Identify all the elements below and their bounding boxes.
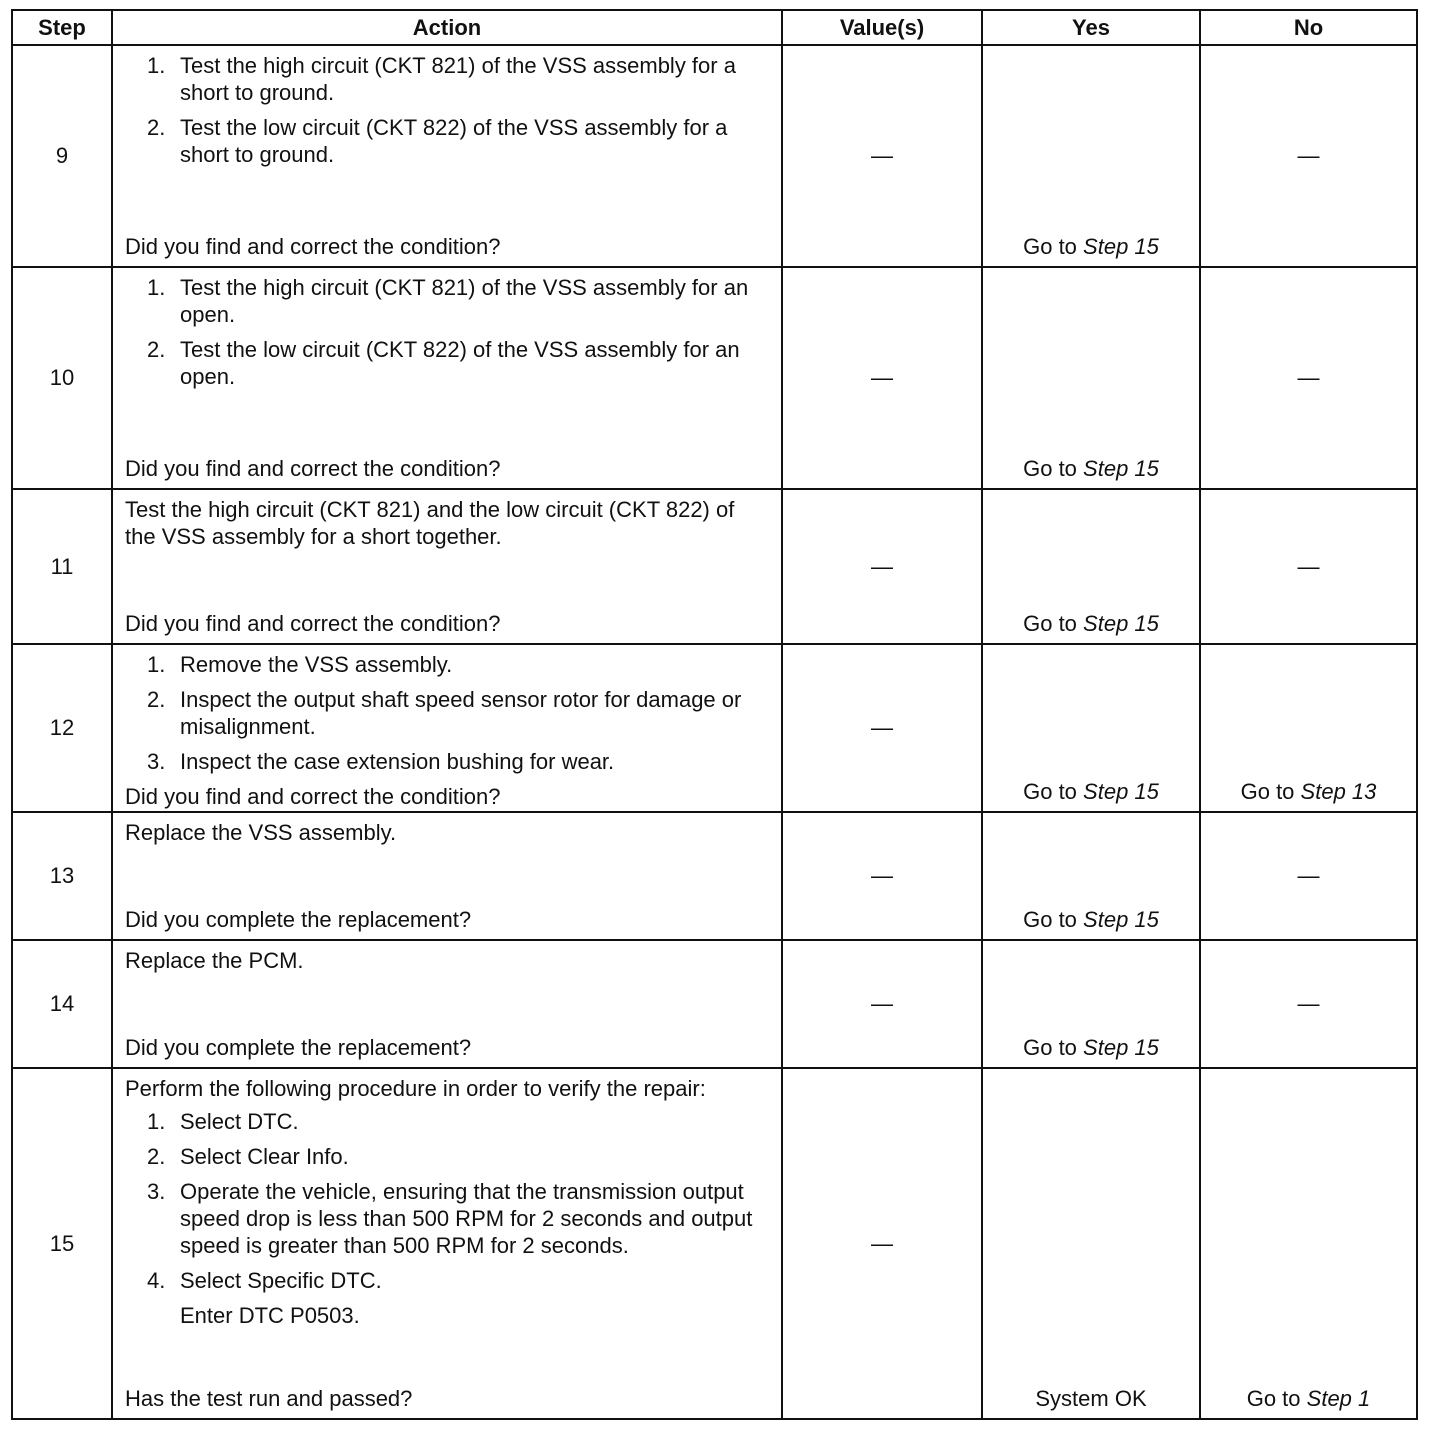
yes-text: Go to	[1023, 456, 1077, 481]
no-cell	[1200, 267, 1417, 489]
table-row	[12, 267, 1417, 489]
yes-text: Go to	[1023, 611, 1077, 636]
list-item	[125, 336, 771, 390]
yes-text: System OK	[1035, 1386, 1147, 1411]
step-number: 15	[12, 1068, 112, 1419]
list-item	[125, 1178, 771, 1259]
list-item	[125, 274, 771, 328]
yes-text: Go to	[1023, 907, 1077, 932]
table-row	[12, 45, 1417, 267]
list-item-text: Test the low circuit (CKT 822) of the VSS assembly for a short to ground.	[180, 115, 728, 167]
no-text: Go to	[1246, 1386, 1301, 1411]
no-cell	[1200, 940, 1417, 1068]
step-number: 13	[12, 812, 112, 940]
list-item	[125, 1143, 771, 1170]
list-item-text: Inspect the output shaft speed sensor rotor for damage or misalignment.	[180, 687, 742, 739]
list-item-text: Select Clear Info.	[180, 1144, 349, 1169]
action-step-list	[125, 1108, 771, 1302]
step-number: 12	[12, 644, 112, 812]
action-cell	[112, 1068, 782, 1419]
yes-step-link: Step 15	[1083, 456, 1159, 481]
no-cell	[1200, 45, 1417, 267]
action-cell	[112, 489, 782, 644]
no-dash: —	[1297, 365, 1320, 390]
header-no: No	[1200, 10, 1417, 45]
action-step-list	[125, 52, 771, 176]
list-item	[125, 748, 771, 775]
table-row	[12, 940, 1417, 1068]
value-cell: —	[782, 489, 982, 644]
list-item-number: 1.	[147, 53, 166, 78]
step-number: 10	[12, 267, 112, 489]
yes-text: Go to	[1023, 1035, 1077, 1060]
action-question: Did you complete the replacement?	[125, 907, 472, 932]
list-item-number: 1.	[147, 275, 166, 300]
no-step-link: Step 13	[1300, 779, 1377, 804]
table-row	[12, 1068, 1417, 1419]
no-step-link: Step 1	[1306, 1386, 1371, 1411]
value-cell: —	[782, 940, 982, 1068]
action-question: Did you find and correct the condition?	[125, 611, 501, 636]
no-dash: —	[1297, 143, 1320, 168]
yes-cell	[982, 489, 1200, 644]
list-item	[125, 686, 771, 740]
yes-cell	[982, 644, 1200, 812]
action-question: Did you complete the replacement?	[125, 1035, 472, 1060]
action-cell	[112, 644, 782, 812]
header-yes: Yes	[982, 10, 1200, 45]
step-number: 14	[12, 940, 112, 1068]
yes-step-link: Step 15	[1083, 234, 1159, 259]
action-instruction: Replace the PCM.	[125, 948, 304, 973]
action-question: Did you find and correct the condition?	[125, 784, 501, 809]
diagnostic-table	[11, 9, 1418, 1420]
action-cell	[112, 940, 782, 1068]
no-cell	[1200, 489, 1417, 644]
no-cell	[1200, 644, 1417, 812]
list-item	[125, 651, 771, 678]
no-dash: —	[1297, 553, 1320, 579]
action-step-list	[125, 651, 771, 783]
list-item-number: 3.	[147, 1179, 166, 1204]
list-item-number: 2.	[147, 337, 166, 362]
list-item-text: Test the high circuit (CKT 821) of the VSS assembly for a short to ground.	[180, 53, 736, 105]
yes-cell	[982, 1068, 1200, 1419]
list-item	[125, 1267, 771, 1294]
list-item-number: 2.	[147, 687, 166, 712]
value-cell: —	[782, 45, 982, 267]
no-cell	[1200, 1068, 1417, 1419]
no-dash: —	[1297, 991, 1320, 1016]
list-item-text: Select Specific DTC.	[180, 1268, 382, 1293]
yes-text: Go to	[1023, 779, 1077, 804]
list-item-number: 1.	[147, 652, 166, 677]
list-item-text: Test the high circuit (CKT 821) of the VSS assembly for an open.	[180, 275, 749, 327]
table-row	[12, 812, 1417, 940]
yes-step-link: Step 15	[1083, 907, 1159, 932]
no-text: Go to	[1240, 779, 1295, 804]
list-item	[125, 1108, 771, 1135]
list-item-number: 3.	[147, 749, 166, 774]
list-item	[125, 114, 771, 168]
list-item-text: Remove the VSS assembly.	[180, 652, 453, 677]
value-cell: —	[782, 267, 982, 489]
no-dash: —	[1297, 863, 1320, 888]
yes-step-link: Step 15	[1083, 1035, 1159, 1060]
list-item-number: 1.	[147, 1109, 166, 1134]
action-step-list	[125, 274, 771, 398]
yes-cell	[982, 940, 1200, 1068]
list-item-number: 4.	[147, 1268, 166, 1293]
value-cell: —	[782, 812, 982, 940]
table-row	[12, 644, 1417, 812]
value-cell: —	[782, 644, 982, 812]
list-item-number: 2.	[147, 115, 166, 140]
header-value: Value(s)	[782, 10, 982, 45]
yes-cell	[982, 45, 1200, 267]
action-cell	[112, 267, 782, 489]
header-row	[12, 10, 1417, 45]
list-item-number: 2.	[147, 1144, 166, 1169]
value-cell: —	[782, 1068, 982, 1419]
action-question: Has the test run and passed?	[125, 1386, 413, 1411]
list-item-text: Operate the vehicle, ensuring that the transmission output speed drop is less than 500 RPM for 2 seconds and output speed is greater than 500 RPM for 2 seconds.	[180, 1179, 753, 1258]
list-item-text: Test the low circuit (CKT 822) of the VSS assembly for an open.	[180, 337, 740, 389]
yes-step-link: Step 15	[1083, 611, 1159, 636]
action-instruction: Perform the following procedure in order to verify the repair:	[125, 1076, 706, 1101]
action-question: Did you find and correct the condition?	[125, 234, 501, 259]
yes-text: Go to	[1023, 234, 1077, 259]
yes-step-link: Step 15	[1083, 779, 1159, 804]
header-action: Action	[112, 10, 782, 45]
table-row	[12, 489, 1417, 644]
list-item	[125, 52, 771, 106]
step-number: 9	[12, 45, 112, 267]
action-cell	[112, 812, 782, 940]
sub-note: Enter DTC P0503.	[180, 1303, 360, 1328]
yes-cell	[982, 812, 1200, 940]
header-step: Step	[12, 10, 112, 45]
yes-cell	[982, 267, 1200, 489]
step-number: 11	[12, 489, 112, 644]
action-cell	[112, 45, 782, 267]
list-item-text: Select DTC.	[180, 1109, 299, 1134]
action-instruction: Test the high circuit (CKT 821) and the low circuit (CKT 822) of the VSS assembly for a short together.	[125, 497, 735, 549]
action-instruction: Replace the VSS assembly.	[125, 820, 397, 845]
list-item-text: Inspect the case extension bushing for wear.	[180, 749, 615, 774]
action-question: Did you find and correct the condition?	[125, 456, 501, 481]
no-cell	[1200, 812, 1417, 940]
